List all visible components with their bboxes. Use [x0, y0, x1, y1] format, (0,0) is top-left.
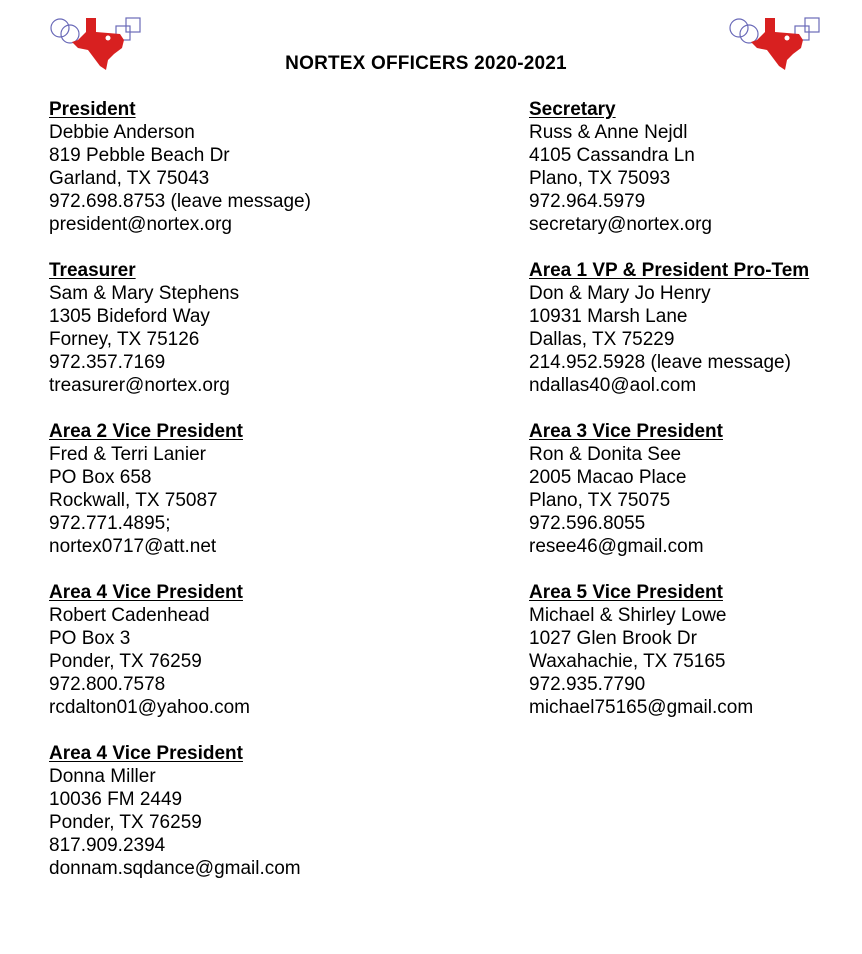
officer-email[interactable]: president@nortex.org	[49, 214, 232, 235]
officer-address: PO Box 3	[49, 628, 131, 649]
officer-city: Plano, TX 75075	[529, 490, 671, 511]
officer-name: Michael & Shirley Lowe	[529, 605, 727, 626]
officer-name: Don & Mary Jo Henry	[529, 283, 711, 304]
officer-city: Rockwall, TX 75087	[49, 490, 218, 511]
officer-role: Area 4 Vice President	[49, 582, 243, 603]
officer-email[interactable]: nortex0717@att.net	[49, 536, 217, 557]
officer-email[interactable]: rcdalton01@yahoo.com	[49, 697, 250, 718]
officer-role: Area 2 Vice President	[49, 421, 243, 442]
officer-phone: 972.357.7169	[49, 352, 166, 373]
officer-phone: 972.800.7578	[49, 674, 166, 695]
officer-area2-vp	[49, 420, 369, 558]
officer-phone: 972.698.8753 (leave message)	[49, 191, 311, 212]
officer-president	[49, 98, 369, 236]
officer-name: Fred & Terri Lanier	[49, 444, 206, 465]
officer-address: 819 Pebble Beach Dr	[49, 145, 230, 166]
officer-area3-vp	[529, 420, 849, 558]
officer-name: Donna Miller	[49, 766, 156, 787]
officer-address: 2005 Macao Place	[529, 467, 687, 488]
page-title: NORTEX OFFICERS 2020-2021	[285, 53, 567, 74]
officer-treasurer	[49, 259, 369, 397]
officer-role: President	[49, 99, 136, 120]
officer-role: Area 4 Vice President	[49, 743, 243, 764]
officer-phone: 972.964.5979	[529, 191, 646, 212]
officer-city: Dallas, TX 75229	[529, 329, 675, 350]
officer-city: Ponder, TX 76259	[49, 651, 202, 672]
officer-address: 4105 Cassandra Ln	[529, 145, 695, 166]
officer-email[interactable]: secretary@nortex.org	[529, 214, 712, 235]
officer-secretary	[529, 98, 849, 236]
officer-name: Debbie Anderson	[49, 122, 195, 143]
officer-name: Robert Cadenhead	[49, 605, 210, 626]
officer-role: Area 3 Vice President	[529, 421, 723, 442]
officer-phone: 972.771.4895;	[49, 513, 171, 534]
officer-city: Plano, TX 75093	[529, 168, 671, 189]
officer-email[interactable]: ndallas40@aol.com	[529, 375, 697, 396]
officer-city: Garland, TX 75043	[49, 168, 210, 189]
officer-area5-vp	[529, 581, 849, 719]
officer-role: Area 5 Vice President	[529, 582, 723, 603]
officer-email[interactable]: donnam.sqdance@gmail.com	[49, 858, 301, 879]
officer-area4-vp	[49, 581, 369, 719]
officer-name: Ron & Donita See	[529, 444, 682, 465]
officer-role: Secretary	[529, 99, 616, 120]
officer-address: 10036 FM 2449	[49, 789, 183, 810]
officer-role: Treasurer	[49, 260, 136, 281]
officer-city: Forney, TX 75126	[49, 329, 200, 350]
officer-area1-vp	[529, 259, 849, 397]
officer-address: 1027 Glen Brook Dr	[529, 628, 697, 649]
officer-city: Waxahachie, TX 75165	[529, 651, 726, 672]
officer-phone: 972.935.7790	[529, 674, 646, 695]
officer-email[interactable]: resee46@gmail.com	[529, 536, 704, 557]
officer-phone: 972.596.8055	[529, 513, 646, 534]
officer-name: Russ & Anne Nejdl	[529, 122, 688, 143]
officer-address: PO Box 658	[49, 467, 152, 488]
officer-email[interactable]: treasurer@nortex.org	[49, 375, 230, 396]
officer-phone: 817.909.2394	[49, 835, 166, 856]
officer-address: 10931 Marsh Lane	[529, 306, 688, 327]
officer-phone: 214.952.5928 (leave message)	[529, 352, 791, 373]
officer-area4-vp-second	[49, 742, 369, 880]
officer-email[interactable]: michael75165@gmail.com	[529, 697, 754, 718]
officer-role: Area 1 VP & President Pro-Tem	[529, 260, 810, 281]
officer-city: Ponder, TX 76259	[49, 812, 202, 833]
officer-name: Sam & Mary Stephens	[49, 283, 240, 304]
officer-address: 1305 Bideford Way	[49, 306, 210, 327]
